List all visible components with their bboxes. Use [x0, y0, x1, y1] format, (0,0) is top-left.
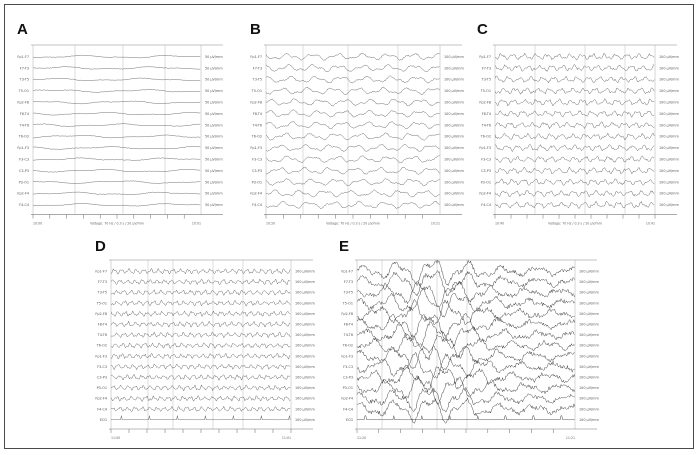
eeg-channel-trace: [266, 76, 440, 84]
eeg-channel-trace: [111, 374, 290, 380]
channel-scale: 100 μV/mm: [659, 180, 679, 185]
channel-label: F7-T3: [481, 66, 491, 71]
channel-scale: 100 μV/mm: [659, 168, 679, 173]
channel-label: T4-T6: [252, 123, 262, 128]
channel-label: Fp2-F8: [250, 100, 262, 105]
channel-label: T5-O1: [342, 301, 353, 306]
channel-scale: 50 μV/mm: [205, 89, 223, 94]
channel-scale: 100 μV/mm: [444, 111, 464, 116]
channel-label: F7-T3: [19, 66, 29, 71]
channel-scale: 100 μV/mm: [579, 322, 599, 327]
channel-label: P3-O1: [342, 386, 353, 391]
eeg-channel-trace: [266, 201, 440, 209]
channel-scale: 100 μV/mm: [579, 333, 599, 338]
channel-label: T3-T5: [19, 77, 29, 82]
channel-label: Fp1-F3: [341, 354, 353, 359]
channel-label: Fp2-F8: [479, 100, 491, 105]
channel-scale: 100 μV/mm: [444, 54, 464, 59]
eeg-channel-trace: [357, 376, 575, 405]
eeg-channel-trace: [266, 64, 440, 72]
eeg-panel-b: [248, 21, 471, 229]
footer-time-start: 10:40: [495, 221, 505, 226]
eeg-channel-trace: [111, 321, 290, 327]
channel-label: T6-O2: [96, 343, 107, 348]
eeg-channel-trace: [266, 53, 440, 60]
channel-scale: 100 μV/mm: [444, 146, 464, 151]
eeg-panel-e: [337, 238, 621, 443]
channel-label: F3-C3: [19, 157, 29, 162]
eeg-panel-d: [93, 238, 330, 443]
eeg-channel-trace: [33, 169, 200, 172]
eeg-channel-trace: [33, 124, 200, 127]
eeg-channel-trace: [111, 353, 290, 359]
eeg-channel-trace: [111, 364, 290, 370]
eeg-channel-trace: [111, 332, 290, 338]
eeg-trace-e: [337, 238, 621, 443]
channel-scale: 50 μV/mm: [205, 123, 223, 128]
channel-label: ECG: [345, 417, 353, 422]
channel-label: F4-C4: [343, 407, 353, 412]
channel-scale: 100 μV/mm: [659, 134, 679, 139]
channel-label: F3-C3: [97, 364, 107, 369]
channel-label: C3-P3: [97, 375, 107, 380]
eeg-channel-trace: [33, 146, 200, 149]
channel-scale: 100 μV/mm: [659, 191, 679, 196]
eeg-channel-trace: [495, 156, 654, 163]
eeg-channel-trace: [266, 144, 440, 151]
channel-label: Fp1-F7: [479, 54, 491, 59]
channel-scale: 100 μV/mm: [295, 322, 315, 327]
channel-scale: 100 μV/mm: [444, 66, 464, 71]
eeg-channel-trace: [111, 396, 290, 402]
channel-scale: 100 μV/mm: [659, 89, 679, 94]
channel-scale: 50 μV/mm: [205, 168, 223, 173]
footer-time-end: 10:01: [191, 221, 201, 226]
channel-scale: 100 μV/mm: [295, 354, 315, 359]
trace-group: [17, 45, 223, 226]
eeg-channel-trace: [266, 99, 440, 107]
channel-label: F7-T3: [252, 66, 262, 71]
eeg-channel-trace: [266, 190, 440, 198]
eeg-channel-trace: [495, 122, 654, 129]
eeg-panel-a: [15, 21, 237, 229]
eeg-channel-trace: [33, 78, 200, 81]
panel-letter-b: B: [250, 21, 261, 38]
eeg-channel-trace: [111, 300, 290, 306]
channel-scale: 50 μV/mm: [205, 111, 223, 116]
eeg-channel-trace: [111, 279, 290, 285]
channel-label: F4-C4: [252, 203, 262, 208]
eeg-channel-trace: [33, 158, 200, 161]
eeg-channel-trace: [357, 260, 575, 285]
channel-label: Fp1-F7: [250, 54, 262, 59]
channel-scale: 100 μV/mm: [444, 157, 464, 162]
channel-scale: 100 μV/mm: [295, 301, 315, 306]
channel-label: Fp1-F7: [17, 54, 29, 59]
eeg-trace-d: [93, 238, 330, 443]
channel-scale: 100 μV/mm: [295, 290, 315, 295]
footer-settings: Voltage: 70 Hz / 0.3 s / 20 μV/mm: [90, 221, 144, 226]
channel-label: P3-O1: [96, 386, 107, 391]
eeg-channel-trace: [266, 122, 440, 129]
eeg-channel-trace: [266, 167, 440, 174]
channel-label: T5-O1: [251, 89, 262, 94]
channel-label: P3-O1: [251, 180, 262, 185]
channel-scale: 100 μV/mm: [659, 123, 679, 128]
footer-time-end: 11:01: [281, 436, 291, 440]
eeg-channel-trace: [266, 179, 440, 186]
channel-scale: 100 μV/mm: [579, 375, 599, 380]
channel-scale: 100 μV/mm: [579, 290, 599, 295]
channel-scale: 100 μV/mm: [659, 66, 679, 71]
channel-scale: 100 μV/mm: [659, 203, 679, 208]
channel-scale: 50 μV/mm: [205, 100, 223, 105]
channel-scale: 50 μV/mm: [205, 134, 223, 139]
channel-label: C3-P3: [252, 168, 262, 173]
channel-label: Fp1-F3: [250, 146, 262, 151]
channel-scale: 100 μV/mm: [579, 311, 599, 316]
channel-label: T6-O2: [18, 134, 29, 139]
eeg-trace-b: [248, 21, 471, 229]
eeg-channel-trace: [495, 201, 654, 208]
eeg-channel-trace: [357, 416, 575, 420]
channel-scale: 100 μV/mm: [295, 311, 315, 316]
channel-label: F8-T4: [252, 111, 262, 116]
channel-label: Fp2-F8: [341, 311, 353, 316]
eeg-channel-trace: [111, 343, 290, 349]
channel-label: C3-P3: [19, 168, 29, 173]
trace-group: [341, 260, 599, 440]
channel-label: F7-T3: [343, 280, 353, 285]
channel-label: Fp1-F3: [95, 354, 107, 359]
channel-scale: 100 μV/mm: [579, 343, 599, 348]
channel-label: T4-T6: [481, 123, 491, 128]
channel-label: T5-O1: [480, 89, 491, 94]
eeg-channel-trace: [33, 67, 200, 70]
channel-label: P3-O1: [480, 180, 491, 185]
channel-scale: 50 μV/mm: [205, 77, 223, 82]
eeg-channel-trace: [495, 88, 654, 95]
eeg-channel-trace: [266, 156, 440, 163]
channel-label: T5-O1: [18, 89, 29, 94]
channel-label: F8-T4: [19, 111, 29, 116]
eeg-channel-trace: [33, 181, 200, 184]
channel-label: F8-T4: [343, 322, 353, 327]
channel-scale: 50 μV/mm: [205, 191, 223, 196]
channel-scale: 100 μV/mm: [579, 269, 599, 274]
eeg-channel-trace: [266, 87, 440, 95]
channel-label: Fp2-F4: [250, 191, 262, 196]
channel-scale: 100 μV/mm: [444, 77, 464, 82]
channel-scale: 100 μV/mm: [579, 417, 599, 422]
channel-label: T6-O2: [480, 134, 491, 139]
channel-label: P3-O1: [18, 180, 29, 185]
channel-label: T6-O2: [251, 134, 262, 139]
channel-scale: 100 μV/mm: [295, 343, 315, 348]
channel-label: C3-P3: [343, 375, 353, 380]
channel-scale: 100 μV/mm: [444, 180, 464, 185]
footer-time-end: 10:41: [645, 221, 655, 226]
channel-scale: 50 μV/mm: [205, 157, 223, 162]
eeg-channel-trace: [357, 271, 575, 296]
eeg-channel-trace: [495, 76, 654, 83]
channel-label: T6-O2: [342, 343, 353, 348]
footer-time-start: 10:20: [266, 221, 276, 226]
footer-time-start: 11:00: [111, 436, 121, 440]
eeg-channel-trace: [495, 111, 654, 118]
channel-scale: 50 μV/mm: [205, 203, 223, 208]
eeg-panel-c: [475, 21, 687, 229]
eeg-channel-trace: [33, 203, 200, 206]
channel-label: Fp2-F8: [17, 100, 29, 105]
channel-scale: 100 μV/mm: [295, 375, 315, 380]
eeg-channel-trace: [495, 65, 654, 72]
channel-label: F4-C4: [97, 407, 107, 412]
channel-label: Fp2-F4: [479, 191, 491, 196]
channel-label: Fp1-F7: [341, 269, 353, 274]
channel-label: T5-O1: [96, 301, 107, 306]
channel-scale: 100 μV/mm: [444, 168, 464, 173]
channel-scale: 100 μV/mm: [579, 364, 599, 369]
channel-scale: 100 μV/mm: [295, 364, 315, 369]
channel-scale: 100 μV/mm: [444, 203, 464, 208]
channel-scale: 100 μV/mm: [444, 191, 464, 196]
channel-label: ECG: [99, 417, 107, 422]
channel-label: Fp1-F3: [479, 146, 491, 151]
eeg-channel-trace: [111, 269, 290, 275]
eeg-channel-trace: [495, 133, 654, 140]
footer-settings: Voltage: 70 Hz / 0.3 s / 20 μV/mm: [548, 221, 602, 226]
channel-label: C3-P3: [481, 168, 491, 173]
trace-group: [95, 260, 315, 440]
channel-label: F4-C4: [19, 203, 29, 208]
channel-scale: 50 μV/mm: [205, 54, 223, 59]
channel-scale: 50 μV/mm: [205, 180, 223, 185]
channel-label: F4-C4: [481, 203, 491, 208]
eeg-channel-trace: [495, 179, 654, 186]
channel-label: F8-T4: [481, 111, 491, 116]
eeg-channel-trace: [495, 167, 654, 174]
channel-label: T3-T5: [97, 290, 107, 295]
footer-time-end: 11:21: [565, 436, 575, 440]
channel-scale: 100 μV/mm: [659, 157, 679, 162]
channel-label: F3-C3: [343, 364, 353, 369]
channel-label: Fp1-F7: [95, 269, 107, 274]
eeg-channel-trace: [357, 346, 575, 371]
trace-group: [250, 45, 464, 226]
channel-label: F7-T3: [97, 280, 107, 285]
eeg-channel-trace: [495, 190, 654, 197]
channel-scale: 100 μV/mm: [579, 396, 599, 401]
channel-label: Fp2-F8: [95, 311, 107, 316]
eeg-channel-trace: [33, 192, 200, 195]
channel-scale: 100 μV/mm: [659, 100, 679, 105]
channel-label: T4-T6: [97, 333, 107, 338]
eeg-channel-trace: [266, 133, 440, 141]
channel-scale: 100 μV/mm: [659, 77, 679, 82]
eeg-channel-trace: [33, 112, 200, 115]
channel-label: T4-T6: [343, 333, 353, 338]
channel-scale: 100 μV/mm: [579, 301, 599, 306]
panel-letter-e: E: [339, 238, 350, 255]
channel-label: T3-T5: [343, 290, 353, 295]
channel-label: F3-C3: [481, 157, 491, 162]
eeg-channel-trace: [266, 110, 440, 118]
channel-scale: 100 μV/mm: [295, 386, 315, 391]
trace-group: [479, 45, 679, 226]
eeg-channel-trace: [495, 53, 654, 60]
eeg-channel-trace: [33, 55, 200, 58]
footer-settings: Voltage: 70 Hz / 0.3 s / 20 μV/mm: [326, 221, 380, 226]
eeg-channel-trace: [495, 99, 654, 106]
channel-label: Fp2-F4: [17, 191, 29, 196]
channel-label: F8-T4: [97, 322, 107, 327]
panel-letter-a: A: [17, 21, 28, 38]
channel-scale: 100 μV/mm: [295, 280, 315, 285]
eeg-channel-trace: [111, 406, 290, 411]
eeg-channel-trace: [33, 89, 200, 92]
panel-letter-d: D: [95, 238, 106, 255]
channel-scale: 50 μV/mm: [205, 146, 223, 151]
channel-scale: 50 μV/mm: [205, 66, 223, 71]
footer-time-start: 11:20: [357, 436, 367, 440]
channel-scale: 100 μV/mm: [444, 89, 464, 94]
channel-scale: 100 μV/mm: [659, 146, 679, 151]
channel-label: T3-T5: [252, 77, 262, 82]
channel-scale: 100 μV/mm: [295, 269, 315, 274]
channel-scale: 100 μV/mm: [295, 333, 315, 338]
eeg-channel-trace: [111, 385, 290, 391]
eeg-channel-trace: [357, 353, 575, 379]
channel-label: Fp1-F3: [17, 146, 29, 151]
eeg-channel-trace: [111, 290, 290, 296]
panel-letter-c: C: [477, 21, 488, 38]
channel-scale: 100 μV/mm: [659, 54, 679, 59]
channel-label: T3-T5: [481, 77, 491, 82]
eeg-channel-trace: [111, 416, 290, 420]
figure-frame: [4, 4, 694, 449]
channel-scale: 100 μV/mm: [295, 417, 315, 422]
eeg-channel-trace: [111, 311, 290, 317]
eeg-trace-a: [15, 21, 237, 229]
eeg-channel-trace: [33, 135, 200, 138]
channel-scale: 100 μV/mm: [579, 354, 599, 359]
eeg-channel-trace: [33, 101, 200, 104]
channel-label: T4-T6: [19, 123, 29, 128]
channel-scale: 100 μV/mm: [295, 407, 315, 412]
channel-scale: 100 μV/mm: [579, 280, 599, 285]
eeg-channel-trace: [495, 145, 654, 152]
channel-scale: 100 μV/mm: [444, 100, 464, 105]
channel-scale: 100 μV/mm: [659, 111, 679, 116]
footer-time-end: 10:21: [430, 221, 440, 226]
channel-scale: 100 μV/mm: [295, 396, 315, 401]
channel-scale: 100 μV/mm: [579, 407, 599, 412]
channel-scale: 100 μV/mm: [444, 123, 464, 128]
channel-scale: 100 μV/mm: [579, 386, 599, 391]
channel-scale: 100 μV/mm: [444, 134, 464, 139]
channel-label: Fp2-F4: [341, 396, 353, 401]
footer-time-start: 10:00: [33, 221, 43, 226]
channel-label: F3-C3: [252, 157, 262, 162]
eeg-trace-c: [475, 21, 687, 229]
channel-label: Fp2-F4: [95, 396, 107, 401]
